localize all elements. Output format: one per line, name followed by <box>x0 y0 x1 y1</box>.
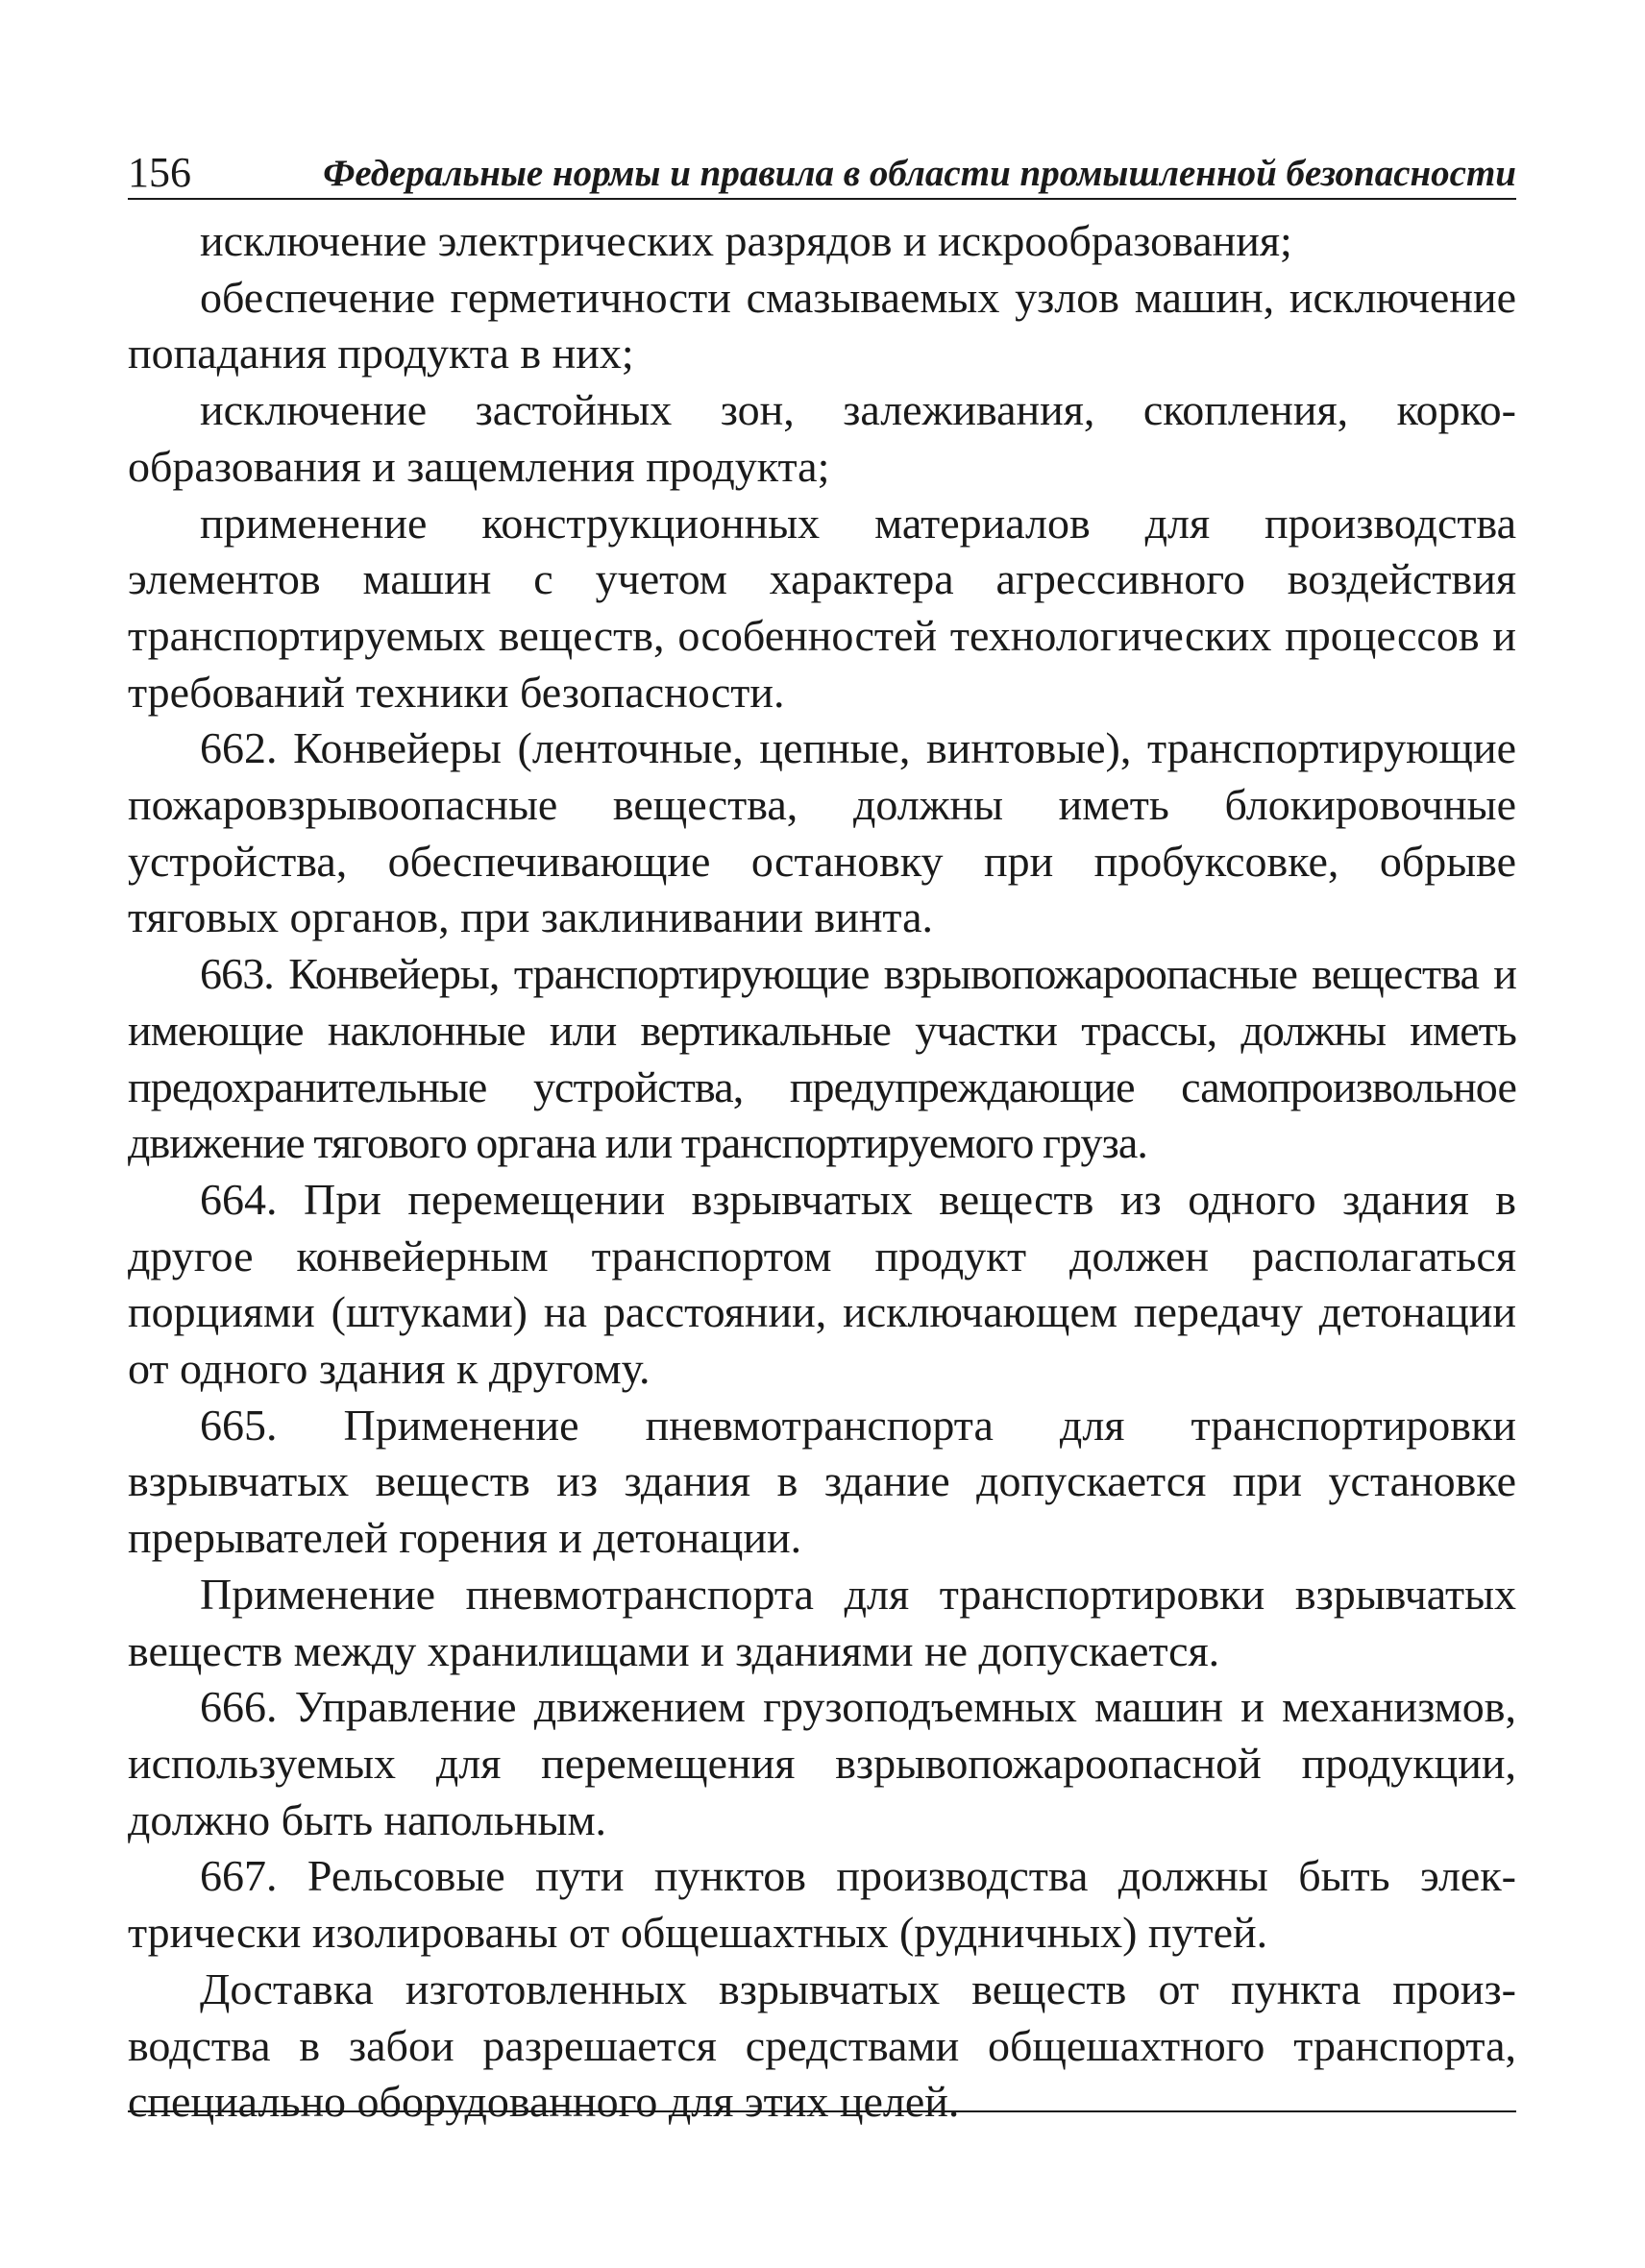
paragraph-item-4: применение конструкционных материалов для производства элементов машин с учетом характера агрессивного воздействия транспортируемых веществ, особенностей технологических процессов и требований техники безопасности. <box>128 498 1516 717</box>
paragraph-667: 667. Рельсовые пути пунктов производства должны быть электрически изолированы от общешахтных (рудничных) путей. <box>128 1851 1516 1958</box>
paragraph-item-3: исключение застойных зон, залеживания, скопления, коркообразования и защемления продукта; <box>128 385 1516 491</box>
page-number: 156 <box>128 149 191 196</box>
paragraph-666: 666. Управление движением грузоподъемных машин и механизмов, используемых для перемещения взрывопожароопасной продукции, должно быть напольным. <box>128 1682 1516 1844</box>
body-text <box>128 213 1516 2131</box>
paragraph-item-2: обеспечение герметичности смазываемых узлов машин, исключение попадания продукта в них; <box>128 272 1516 378</box>
paragraph-664: 664. При перемещении взрывчатых веществ из одного здания в другое конвейерным транспортом продукт должен располагаться порциями (штуками) на расстоянии, исключающем передачу детонации от одного здания к другому. <box>128 1174 1516 1394</box>
paragraph-item-1: исключение электрических разрядов и искрообразования; <box>200 216 1292 265</box>
paragraph-665-continued: Применение пневмотранспорта для транспортировки взрывчатых веществ между хранилищами и зданиями не допускается. <box>128 1569 1516 1675</box>
page-header <box>128 142 1516 200</box>
paragraph-663: 663. Конвейеры, транспортирующие взрывопожароопасные вещества и имеющие наклонные или вертикальные участки трассы, должны иметь предохранительные устройства, предупреждающие самопроизвольное движение тягового органа или транспортируемого груза. <box>128 949 1516 1168</box>
paragraph-662: 662. Конвейеры (ленточные, цепные, винтовые), транспортирующие пожаровзрывоопасные вещества, должны иметь блокировочные устройства, обеспечивающие остановку при пробуксовке, обрыве тяговых органов, при заклинивании винта. <box>128 723 1516 942</box>
paragraph-667-continued: Доставка изготовленных взрывчатых веществ от пункта производства в забои разрешается средствами общешахтного транспорта, специально оборудованного для этих целей. <box>128 1963 1516 2127</box>
running-title: Федеральные нормы и правила в области промышленной безопасности <box>323 153 1516 194</box>
paragraph-665: 665. Применение пневмотранспорта для транспортировки взрывчатых веществ из здания в здание допускается при установке прерывателей горения и детонации. <box>128 1400 1516 1563</box>
footer-rule <box>128 2110 1516 2112</box>
document-page <box>128 142 1516 2131</box>
